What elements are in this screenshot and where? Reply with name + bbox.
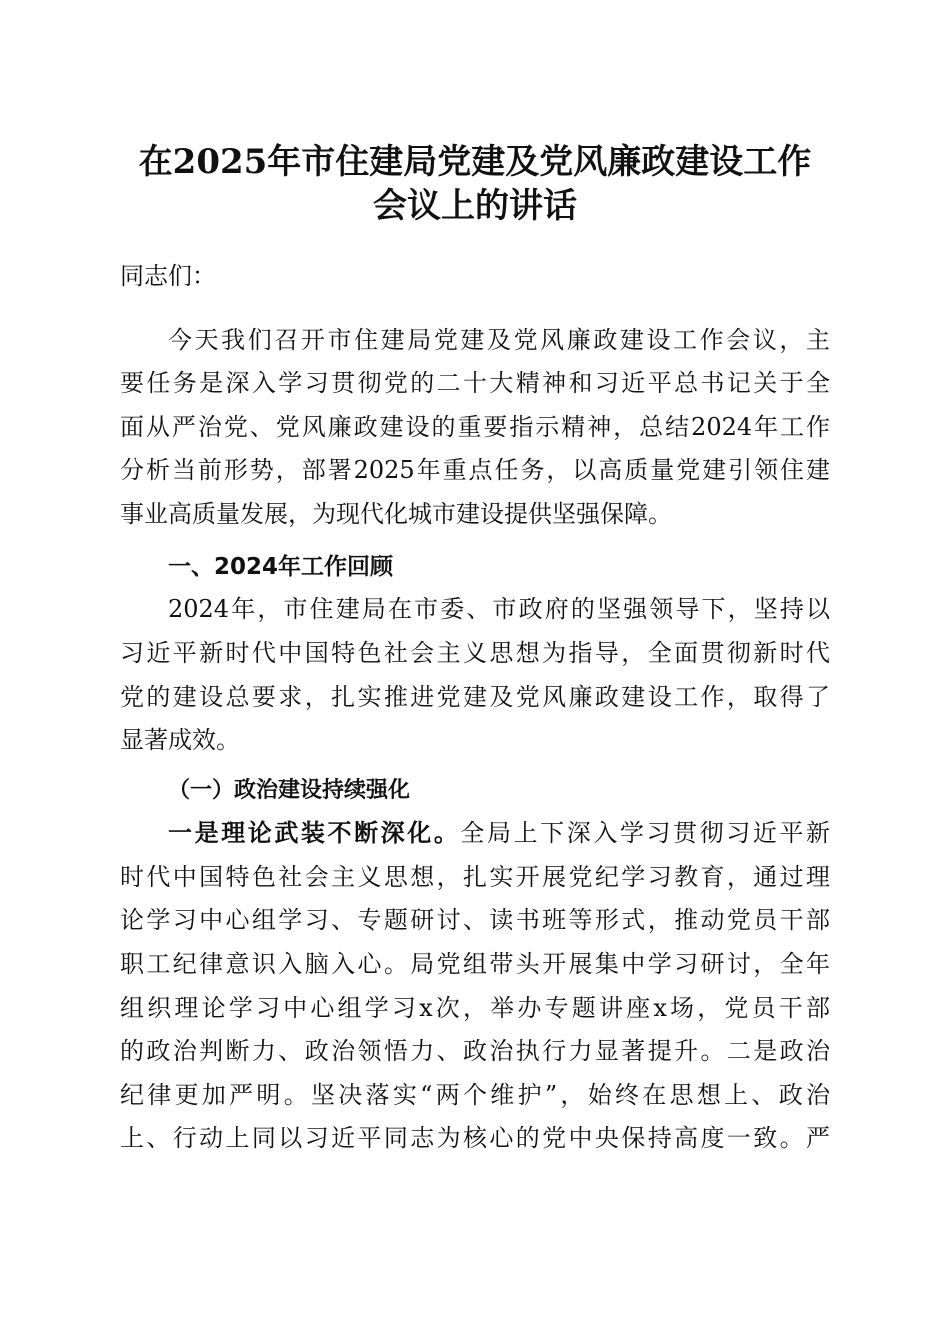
body-line — [168, 811, 830, 855]
body-lead-rest: 全局上下深入学习贯彻习近平新 — [460, 819, 831, 847]
intro-line: 要任务是深入学习贯彻党的二十大精神和习近平总书记关于全 — [120, 369, 830, 397]
document-title-line-1: 在2025年市住建局党建及党风廉政建设工作 — [138, 142, 812, 182]
body-line: 纪律更加严明。坚决落实“两个维护”，始终在思想上、政治 — [120, 1081, 830, 1109]
section-heading: 一、2024年工作回顾 — [168, 554, 394, 580]
section-line: 2024年，市住建局在市委、市政府的坚强领导下，坚持以 — [168, 595, 830, 623]
section-line: 党的建设总要求，扎实推进党建及党风廉政建设工作，取得了 — [120, 683, 830, 711]
salutation: 同志们： — [120, 262, 216, 290]
body-line: 组织理论学习中心组学习x次，举办专题讲座x场，党员干部 — [120, 994, 830, 1022]
intro-line: 今天我们召开市住建局党建及党风廉政建设工作会议，主 — [168, 326, 830, 354]
body-line: 的政治判断力、政治领悟力、政治执行力显著提升。二是政治 — [120, 1037, 830, 1065]
intro-line: 事业高质量发展，为现代化城市建设提供坚强保障。 — [120, 500, 672, 528]
intro-line: 分析当前形势，部署2025年重点任务，以高质量党建引领住建 — [120, 456, 830, 484]
body-line: 时代中国特色社会主义思想，扎实开展党纪学习教育，通过理 — [120, 863, 830, 891]
subsection-heading: （一）政治建设持续强化 — [168, 777, 411, 803]
document-title-line-2: 会议上的讲话 — [373, 186, 577, 226]
section-line: 显著成效。 — [120, 726, 240, 754]
body-line: 上、行动上同以习近平同志为核心的党中央保持高度一致。严 — [120, 1124, 830, 1152]
body-line: 职工纪律意识入脑入心。局党组带头开展集中学习研讨，全年 — [120, 950, 830, 978]
intro-line: 面从严治党、党风廉政建设的重要指示精神，总结2024年工作 — [120, 413, 830, 441]
body-line: 论学习中心组学习、专题研讨、读书班等形式，推动党员干部 — [120, 906, 830, 934]
body-bold-lead: 一是理论武装不断深化。 — [168, 819, 461, 847]
section-line: 习近平新时代中国特色社会主义思想为指导，全面贯彻新时代 — [120, 639, 830, 667]
